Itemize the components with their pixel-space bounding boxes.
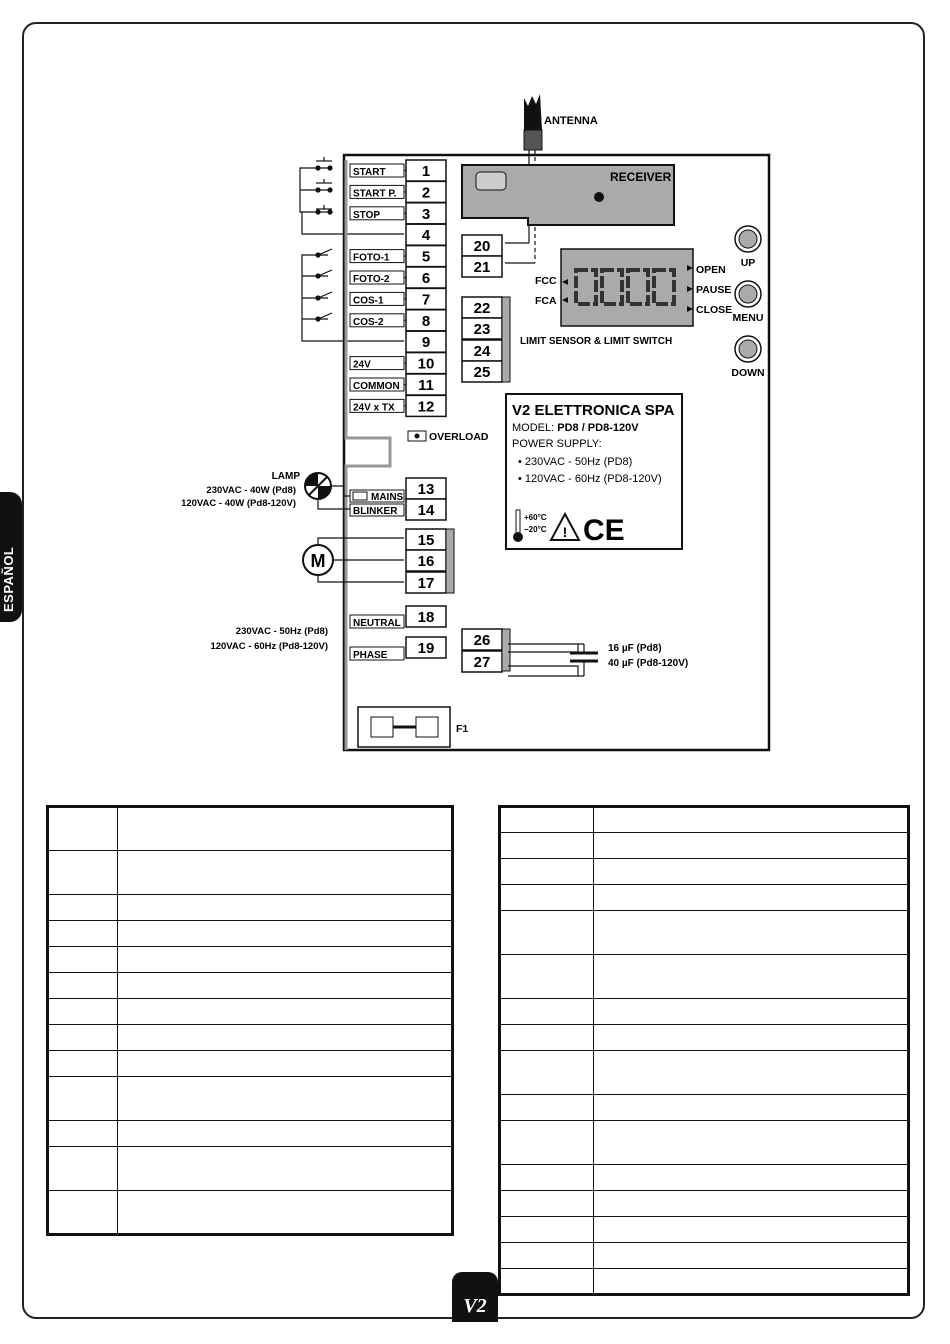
table-cell-value: [594, 1025, 909, 1051]
power-item-2: • 120VAC - 60Hz (PD8-120V): [518, 473, 662, 485]
table-row: [48, 807, 453, 851]
terminal-number: 11: [418, 377, 434, 394]
terminal-number: 6: [421, 270, 431, 287]
mains-led-icon: [353, 492, 367, 500]
table-row: [500, 1217, 909, 1243]
table-cell-value: [118, 973, 453, 999]
table-cell-key: [48, 973, 118, 999]
table-cell-key: [48, 807, 118, 851]
mains-label: MAINS: [371, 492, 404, 503]
cap-16uf: 16 µF (Pd8): [608, 643, 662, 654]
table-cell-value: [118, 851, 453, 895]
ce-mark-icon: CE: [583, 514, 625, 547]
table-row: [48, 1121, 453, 1147]
power-supply-label: POWER SUPPLY:: [512, 438, 602, 450]
close-label: CLOSE: [696, 304, 733, 316]
terminal-number: 16: [417, 553, 435, 570]
motor-label: M: [310, 551, 326, 571]
terminal-number: 18: [417, 609, 435, 626]
table-cell-key: [500, 833, 594, 859]
input-label: FOTO-1: [353, 252, 390, 264]
table-cell-value: [594, 1095, 909, 1121]
input-label: 24V x TX: [353, 402, 395, 414]
table-cell-value: [594, 833, 909, 859]
terminal-number: 27: [473, 654, 491, 671]
table-cell-value: [594, 885, 909, 911]
terminal-number: 2: [421, 184, 431, 202]
table-row: [500, 859, 909, 885]
table-row: [500, 1191, 909, 1217]
table-cell-key: [48, 999, 118, 1025]
table-cell-key: [48, 1025, 118, 1051]
cap-40uf: 40 µF (Pd8-120V): [608, 658, 689, 669]
table-cell-key: [500, 1191, 594, 1217]
table-cell-value: [118, 807, 453, 851]
table-cell-value: [594, 807, 909, 833]
table-cell-key: [48, 1077, 118, 1121]
table-cell-value: [118, 1025, 453, 1051]
model-line: MODEL: PD8 / PD8-120V: [512, 422, 639, 434]
terminal-number: 19: [417, 640, 435, 657]
terminal-number: 9: [421, 334, 431, 352]
table-row: [500, 807, 909, 833]
terminal-number: 5: [421, 248, 431, 266]
language-label: ESPAÑOL: [1, 546, 16, 612]
table-cell-value: [118, 895, 453, 921]
table-cell-value: [594, 1243, 909, 1269]
table-cell-key: [500, 885, 594, 911]
down-button[interactable]: [735, 336, 761, 362]
input-label: COS-1: [353, 295, 384, 307]
logo-text: V2: [463, 1295, 487, 1317]
table-cell-value: [594, 1165, 909, 1191]
terminal-number: 13: [417, 481, 435, 498]
limit-label: LIMIT SENSOR & LIMIT SWITCH: [520, 336, 673, 347]
table-cell-key: [48, 1147, 118, 1191]
lamp-120v: 120VAC - 40W (Pd8-120V): [181, 498, 296, 509]
table-row: [500, 1095, 909, 1121]
table-cell-value: [594, 955, 909, 999]
wiring-diagram: [178, 88, 778, 752]
table-cell-key: [500, 1269, 594, 1295]
input-label: COMMON: [353, 381, 400, 392]
terminal-number: 1: [421, 163, 431, 180]
switch-icons: [316, 157, 332, 321]
company-name: V2 ELETTRONICA SPA: [512, 402, 675, 419]
terminal-number: 26: [473, 632, 491, 649]
power-item-1: • 230VAC - 50Hz (PD8): [518, 456, 633, 468]
table-cell-key: [48, 1191, 118, 1235]
table-cell-key: [500, 859, 594, 885]
table-cell-key: [500, 807, 594, 833]
table-cell-key: [500, 955, 594, 999]
menu-button[interactable]: [735, 281, 761, 307]
terminal-number: 12: [417, 398, 435, 416]
table-cell-value: [118, 947, 453, 973]
brand-logo: [452, 1272, 498, 1322]
table-cell-value: [118, 1191, 453, 1235]
table-cell-value: [118, 1147, 453, 1191]
table-cell-value: [594, 1121, 909, 1165]
table-cell-key: [500, 1025, 594, 1051]
neutral-label: NEUTRAL: [353, 618, 401, 629]
terminal-number: 15: [417, 532, 435, 549]
table-row: [48, 947, 453, 973]
table-cell-key: [48, 921, 118, 947]
table-row: [500, 833, 909, 859]
table-row: [48, 921, 453, 947]
table-cell-key: [500, 1165, 594, 1191]
terminal-number: 20: [473, 238, 491, 255]
lamp-230v: 230VAC - 40W (Pd8): [206, 485, 296, 496]
table-cell-key: [500, 1095, 594, 1121]
lamp-label: LAMP: [271, 471, 300, 482]
table-cell-key: [500, 1121, 594, 1165]
supply-230v: 230VAC - 50Hz (Pd8): [235, 626, 328, 637]
table-cell-value: [118, 1121, 453, 1147]
terminal-number: 25: [473, 364, 491, 381]
table-row: [48, 1147, 453, 1191]
input-label: FOTO-2: [353, 274, 390, 285]
table-cell-key: [500, 1243, 594, 1269]
terminal-number: 8: [421, 312, 431, 330]
table-row: [48, 851, 453, 895]
table-row: [500, 955, 909, 999]
table-row: [500, 885, 909, 911]
table-row: [48, 973, 453, 999]
terminal-number: 21: [473, 259, 491, 276]
terminal-number: 17: [417, 575, 435, 592]
table-cell-value: [594, 1217, 909, 1243]
table-row: [500, 911, 909, 955]
fuse-icon: [371, 717, 393, 737]
fcc-label: FCC: [535, 275, 557, 287]
table-cell-value: [118, 999, 453, 1025]
table-cell-value: [594, 1191, 909, 1217]
input-label: START P.: [353, 188, 397, 200]
table-row: [48, 1051, 453, 1077]
down-label: DOWN: [731, 367, 765, 379]
table-row: [48, 999, 453, 1025]
phase-label: PHASE: [353, 650, 388, 661]
up-button[interactable]: [735, 226, 761, 252]
open-label: OPEN: [696, 264, 726, 276]
supply-120v: 120VAC - 60Hz (Pd8-120V): [210, 641, 328, 652]
antenna-label: ANTENNA: [544, 115, 598, 127]
table-cell-key: [48, 1051, 118, 1077]
table-row: [500, 999, 909, 1025]
table-row: [48, 1191, 453, 1235]
table-cell-key: [500, 1217, 594, 1243]
table-cell-value: [118, 1051, 453, 1077]
input-label: 24V: [353, 359, 371, 371]
terminal-number: 4: [421, 227, 431, 245]
table-cell-value: [594, 859, 909, 885]
terminal-number: 3: [421, 205, 431, 223]
lamp-icon: [305, 473, 331, 499]
fca-label: FCA: [535, 295, 557, 307]
table-cell-value: [594, 999, 909, 1025]
table-cell-key: [500, 999, 594, 1025]
table-cell-key: [48, 895, 118, 921]
terminal-number: 24: [473, 343, 491, 360]
table-cell-value: [118, 1077, 453, 1121]
input-label: START: [353, 167, 386, 178]
table-cell-key: [48, 1121, 118, 1147]
terminal-number: 23: [473, 321, 491, 338]
input-label: COS-2: [353, 316, 384, 328]
language-tab: [0, 492, 22, 622]
table-row: [500, 1121, 909, 1165]
table-cell-value: [594, 911, 909, 955]
terminal-strip-inputs: [406, 160, 446, 416]
pause-label: PAUSE: [696, 284, 732, 296]
right-table: [498, 805, 910, 1296]
terminal-number: 14: [417, 502, 435, 519]
table-cell-value: [594, 1269, 909, 1295]
svg-text:!: !: [562, 524, 568, 540]
terminal-strip-receiver: [462, 235, 502, 277]
left-table: [46, 805, 454, 1236]
temp-low: −20°C: [524, 525, 547, 534]
temp-high: +60°C: [524, 513, 547, 522]
table-cell-key: [500, 911, 594, 955]
menu-label: MENU: [732, 312, 764, 324]
table-row: [48, 1077, 453, 1121]
overload-label: OVERLOAD: [429, 431, 489, 443]
table-row: [500, 1165, 909, 1191]
terminal-number: 10: [417, 355, 435, 373]
blinker-label: BLINKER: [353, 506, 398, 517]
table-cell-key: [48, 851, 118, 895]
table-row: [500, 1051, 909, 1095]
terminal-number: 7: [421, 291, 431, 309]
receiver-label: RECEIVER: [610, 170, 672, 184]
terminal-number: 22: [473, 300, 491, 317]
fuse-label: F1: [456, 723, 469, 735]
table-row: [500, 1243, 909, 1269]
table-cell-key: [500, 1051, 594, 1095]
input-label: STOP: [353, 209, 381, 221]
table-row: [48, 895, 453, 921]
table-cell-value: [118, 921, 453, 947]
table-row: [500, 1269, 909, 1295]
up-label: UP: [740, 257, 756, 269]
table-cell-key: [48, 947, 118, 973]
table-row: [500, 1025, 909, 1051]
table-cell-value: [594, 1051, 909, 1095]
table-row: [48, 1025, 453, 1051]
